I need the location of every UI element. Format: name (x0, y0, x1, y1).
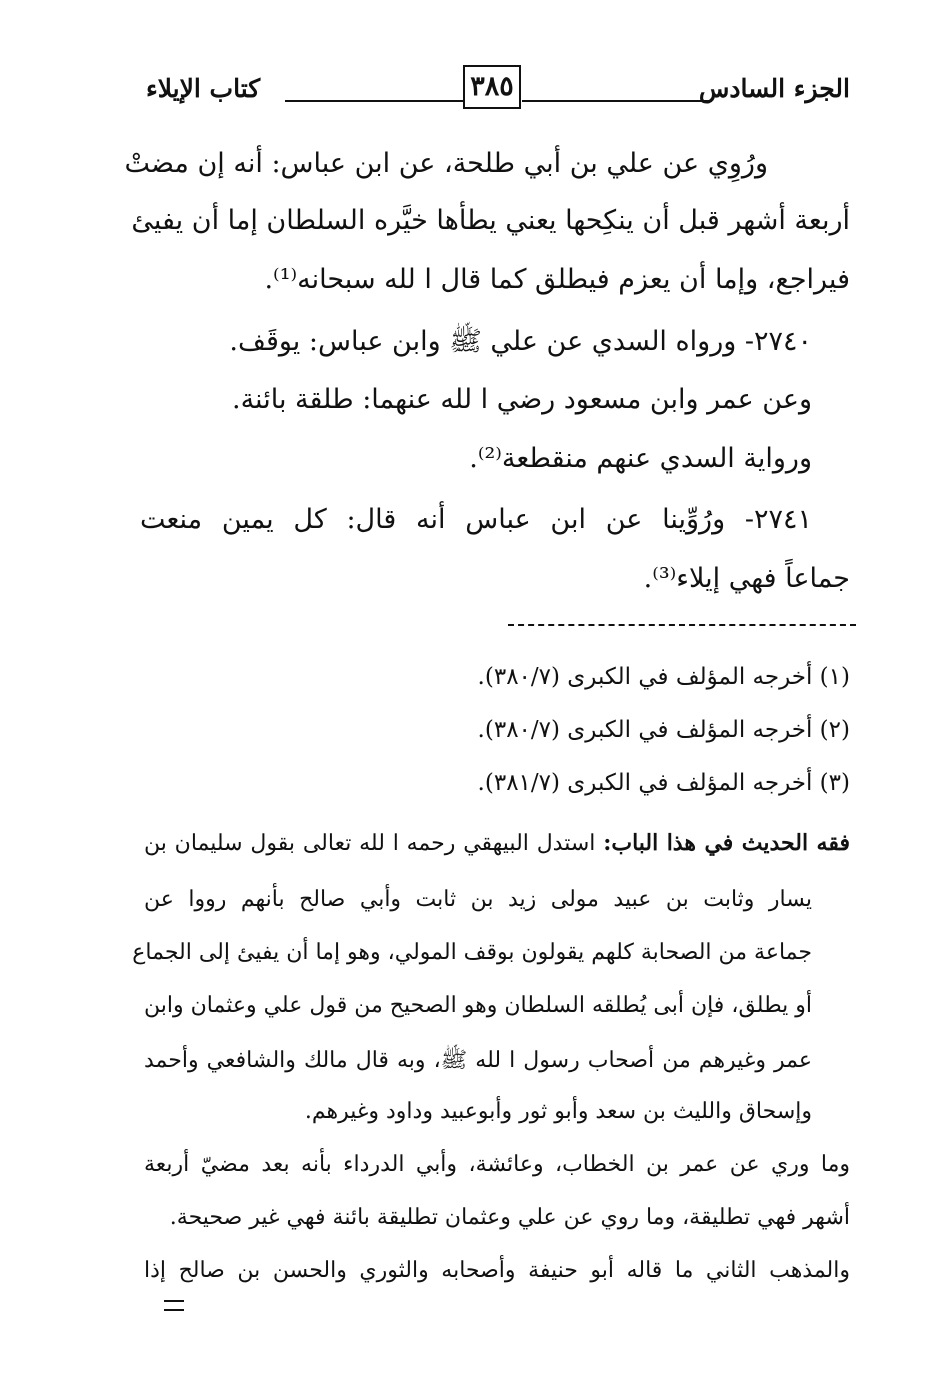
fiqh-line-5: عمر وغيرهم من أصحاب رسول ا لله ﷺ، وبه قال مالك والشافعي وأحمد (144, 1048, 812, 1073)
fiqh-line-4: أو يطلق، فإن أبى يُطلقه السلطان وهو الصحيح من قول علي وعثمان وابن (144, 993, 812, 1018)
body-line-3: فيراجع، وإما أن يعزم فيطلق كما قال ا لله سبحانه⁽¹⁾. (264, 264, 850, 295)
footnote-3: (٣) أخرجه المؤلف في الكبرى (٣٨١/٧). (477, 770, 850, 796)
hadith-2741: ٢٧٤١- ورُوِّينا عن ابن عباس أنه قال: كل يمين منعت (140, 504, 812, 535)
fiqh-line-2: يسار وثابت بن عبيد مولى زيد بن ثابت وأبي صالح بأنهم رووا عن (144, 887, 812, 912)
fiqh-line-3: جماعة من الصحابة كلهم يقولون بوقف المولي، وهو إما أن يفيئ إلى الجماع (132, 940, 812, 965)
page-number: ٣٨٥ (463, 65, 521, 109)
body-line-1: ورُوِي عن علي بن أبي طلحة، عن ابن عباس: أنه إن مضتْ (124, 148, 768, 179)
volume-title: الجزء السادس (698, 74, 850, 103)
body-line-6: ورواية السدي عنهم منقطعة⁽²⁾. (469, 443, 812, 474)
fiqh-line-9: والمذهب الثاني ما قاله أبو حنيفة وأصحابه والثوري والحسن بن صالح إذا (144, 1258, 850, 1283)
continuation-mark (164, 1300, 184, 1311)
fiqh-line-1-text: استدل البيهقي رحمه ا لله تعالى بقول سليمان بن (144, 831, 596, 856)
body-line-2: أربعة أشهر قبل أن ينكِحها يعني يطأها خيَّره السلطان إما أن يفيئ (131, 205, 850, 236)
hadith-2740: ٢٧٤٠- ورواه السدي عن علي ﷺ وابن عباس: يوقَف. (229, 326, 812, 357)
footnote-2: (٢) أخرجه المؤلف في الكبرى (٣٨٠/٧). (477, 717, 850, 743)
fiqh-line-1 (144, 830, 850, 856)
fiqh-line-6: وإسحاق والليث بن سعد وأبو ثور وأبوعبيد وداود وغيرهم. (304, 1099, 812, 1124)
header-rule-right (522, 100, 712, 102)
chapter-title: كتاب الإيلاء (146, 74, 261, 103)
body-line-8: جماعاً فهي إيلاء⁽³⁾. (643, 563, 850, 594)
fiqh-line-7: وما وري عن عمر بن الخطاب، وعائشة، وأبي الدرداء بأنه بعد مضيّ أربعة (144, 1152, 850, 1177)
body-line-5: وعن عمر وابن مسعود رضي ا لله عنهما: طلقة بائنة. (232, 384, 812, 415)
footnote-separator (508, 624, 856, 626)
fiqh-line-8: أشهر فهي تطليقة، وما روي عن علي وعثمان تطليقة بائنة فهي غير صحيحة. (169, 1205, 850, 1230)
footnote-1: (١) أخرجه المؤلف في الكبرى (٣٨٠/٧). (477, 664, 850, 690)
header-rule-left (285, 100, 463, 102)
fiqh-heading: فقه الحديث في هذا الباب: (603, 830, 850, 856)
